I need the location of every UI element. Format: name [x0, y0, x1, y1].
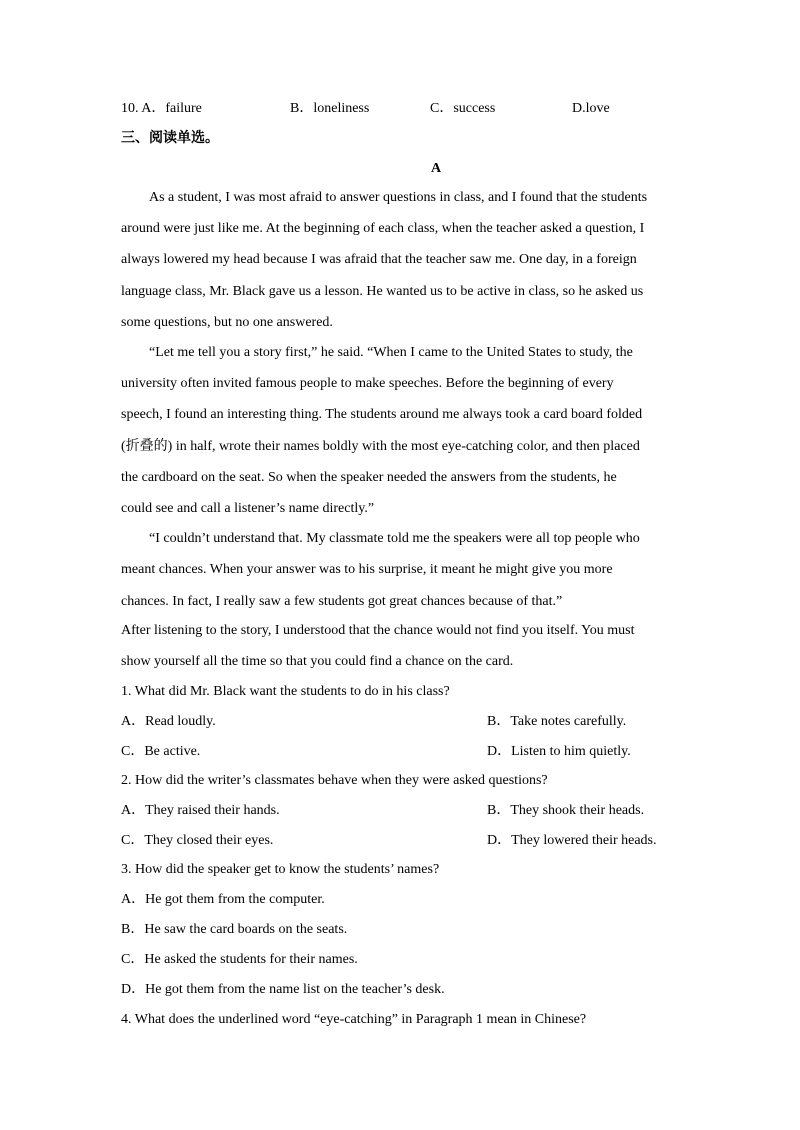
passage-line: speech, I found an interesting thing. The students around me always took a card board folded — [121, 407, 643, 422]
passage-line: always lowered my head because I was afraid that the teacher saw me. One day, in a foreign — [121, 252, 637, 267]
passage-line: language class, Mr. Black gave us a lesson. He wanted us to be active in class, so he asked us — [121, 284, 644, 299]
option-d: D．They lowered their heads. — [487, 833, 657, 848]
passage-line: show yourself all the time so that you could find a chance on the card. — [121, 654, 514, 669]
option-a: A．He got them from the computer. — [121, 892, 325, 907]
option-b: B．He saw the card boards on the seats. — [121, 922, 348, 937]
passage-line: around were just like me. At the beginning of each class, when the teacher asked a question, I — [121, 221, 645, 236]
passage-line: After listening to the story, I understood that the chance would not find you itself. You must — [121, 623, 635, 638]
option-d: D．He got them from the name list on the teacher’s desk. — [121, 982, 445, 997]
question-stem: 3. How did the speaker get to know the students’ names? — [121, 862, 440, 877]
passage-line: meant chances. When your answer was to his surprise, it meant he might give you more — [121, 562, 613, 577]
q10-option-d: D.love — [572, 101, 610, 116]
question-stem: 4. What does the underlined word “eye-catching” in Paragraph 1 mean in Chinese? — [121, 1012, 587, 1027]
passage-line: (折叠的) in half, wrote their names boldly with the most eye-catching color, and then placed — [121, 439, 640, 454]
passage-line: some questions, but no one answered. — [121, 315, 333, 330]
option-c: C．He asked the students for their names. — [121, 952, 358, 967]
option-c: C．They closed their eyes. — [121, 833, 274, 848]
option-b: B．They shook their heads. — [487, 803, 645, 818]
passage-line: university often invited famous people to make speeches. Before the beginning of every — [121, 376, 614, 391]
q10-option-b: B．loneliness — [290, 101, 370, 116]
passage-line: “I couldn’t understand that. My classmate told me the speakers were all top people who — [149, 531, 640, 546]
question-stem: 2. How did the writer’s classmates behave when they were asked questions? — [121, 773, 548, 788]
passage-line: chances. In fact, I really saw a few students got great chances because of that.” — [121, 594, 563, 609]
option-d: D．Listen to him quietly. — [487, 744, 631, 759]
q10-option-c: C．success — [430, 101, 496, 116]
option-a: A．They raised their hands. — [121, 803, 280, 818]
option-c: C．Be active. — [121, 744, 201, 759]
passage-line: the cardboard on the seat. So when the speaker needed the answers from the students, he — [121, 470, 617, 485]
section-title: 三、阅读单选。 — [121, 131, 219, 146]
q10-option-a: 10. A．failure — [121, 101, 202, 116]
passage-line: As a student, I was most afraid to answer questions in class, and I found that the students — [149, 190, 648, 205]
passage-line: could see and call a listener’s name directly.” — [121, 501, 375, 516]
passage-label: A — [430, 161, 442, 176]
passage-line: “Let me tell you a story first,” he said. “When I came to the United States to study, the — [149, 345, 633, 360]
option-b: B．Take notes carefully. — [487, 714, 627, 729]
option-a: A．Read loudly. — [121, 714, 216, 729]
question-stem: 1. What did Mr. Black want the students to do in his class? — [121, 684, 450, 699]
